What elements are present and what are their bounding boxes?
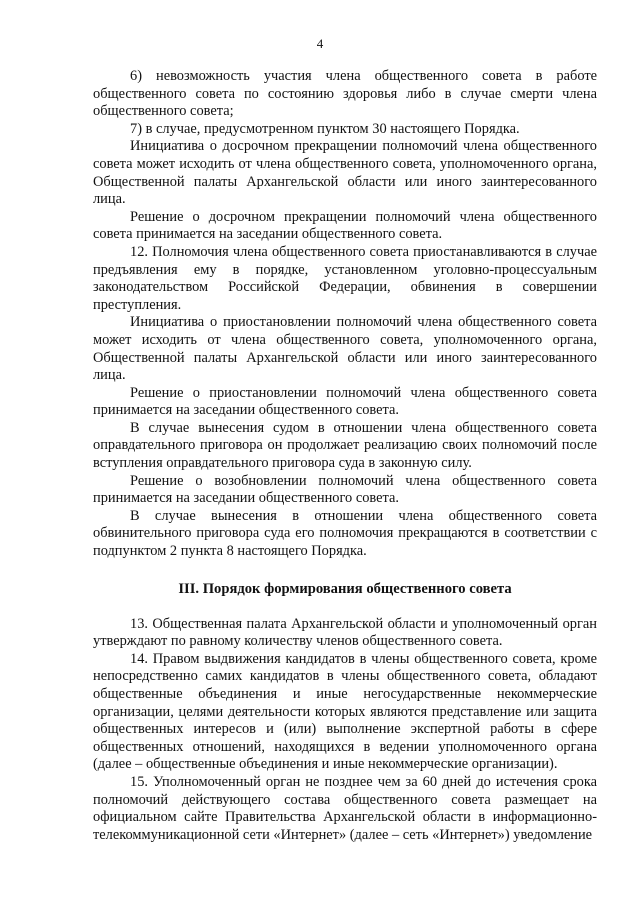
paragraph-early-termination-initiative: Инициатива о досрочном прекращении полномочий члена общественного совета может исходить от члена общественного совета, уполномоченного органа, Общественной палаты Архангельской области или иного заинтересованного лица. [93, 138, 597, 208]
paragraph-item-7: 7) в случае, предусмотренном пунктом 30 настоящего Порядка. [130, 120, 520, 137]
page-body [93, 68, 597, 844]
paragraph-early-termination-decision: Решение о досрочном прекращении полномочий члена общественного совета принимается на заседании общественного совета. [93, 208, 597, 243]
paragraph-clause-13: 13. Общественная палата Архангельской области и уполномоченный орган утверждают по равному количеству членов общественного совета. [93, 615, 597, 650]
paragraph-clause-15: 15. Уполномоченный орган не позднее чем за 60 дней до истечения срока полномочий действующего состава общественного совета размещает на официальном сайте Правительства Архангельской области в информационно-телекоммуникационной сети «Интернет» (далее – сеть «Интернет») уведомление [93, 773, 597, 843]
page-number: 4 [316, 36, 324, 51]
paragraph-conviction: В случае вынесения в отношении члена общественного совета обвинительного приговора суда его полномочия прекращаются в соответствии с подпунктом 2 пункта 8 настоящего Порядка. [93, 507, 597, 560]
paragraph-clause-12: 12. Полномочия члена общественного совета приостанавливаются в случае предъявления ему в порядке, установленном уголовно-процессуальным законодательством Российской Федерации, обвинения в совершении преступления. [93, 243, 597, 313]
section-heading: III. Порядок формирования общественного совета [178, 580, 512, 597]
paragraph-suspension-initiative: Инициатива о приостановлении полномочий члена общественного совета может исходить от члена общественного совета, уполномоченного органа, Общественной палаты Архангельской области или иного заинтересованного лица. [93, 314, 597, 384]
paragraph-item-6: 6) невозможность участия члена общественного совета в работе общественного совета по состоянию здоровья либо в случае смерти члена общественного совета; [93, 68, 597, 120]
paragraph-resumption-decision: Решение о возобновлении полномочий члена общественного совета принимается на заседании общественного совета. [93, 472, 597, 507]
paragraph-clause-14: 14. Правом выдвижения кандидатов в члены общественного совета, кроме непосредственно самих кандидатов в члены общественного совета, обладают общественные объединения и иные негосударственные некоммерческие организации, целями деятельности которых являются представление или защита общественных интересов и (или) выполнение экспертной работы в сфере общественных отношений, находящихся в ведении уполномоченного органа (далее – общественные объединения и иные некоммерческие организации). [93, 650, 597, 773]
paragraph-acquittal: В случае вынесения судом в отношении члена общественного совета оправдательного приговора он продолжает реализацию своих полномочий после вступления оправдательного приговора суда в законную силу. [93, 419, 597, 472]
paragraph-suspension-decision: Решение о приостановлении полномочий члена общественного совета принимается на заседании общественного совета. [93, 384, 597, 419]
